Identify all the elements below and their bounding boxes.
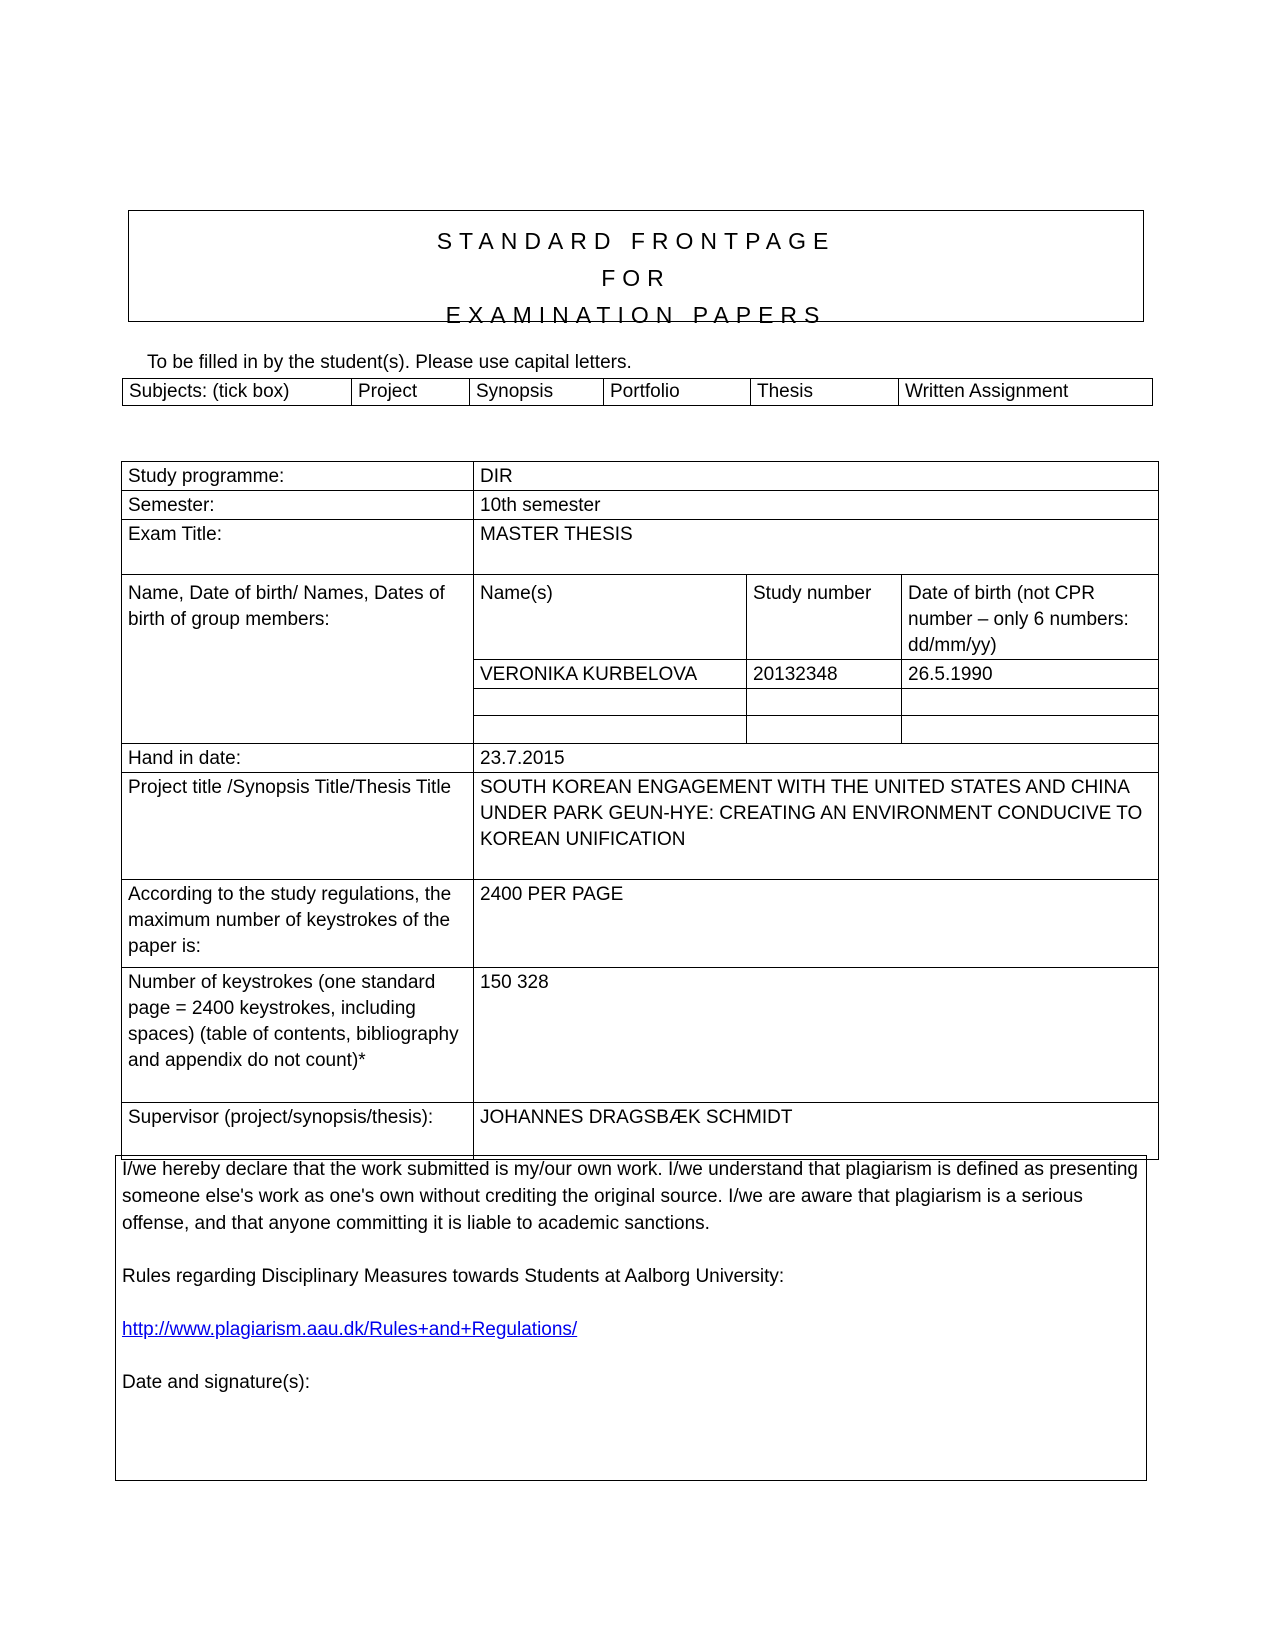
declaration-text: I/we hereby declare that the work submitted is my/our own work. I/we understand that plagiarism is defined as presenting someone else's work as one's own without crediting the original source. I/we are aware that plagiarism is a serious offense, and that anyone committing it is liable to academic sanctions.: [122, 1159, 1138, 1234]
exam-info-table: [121, 461, 1159, 1160]
member-study-number[interactable]: [747, 716, 902, 744]
exam-title-value[interactable]: MASTER THESIS: [474, 520, 1159, 575]
study-programme-value[interactable]: DIR: [474, 462, 1159, 491]
member-study-number[interactable]: [747, 689, 902, 716]
members-col-dob: Date of birth (not CPR number – only 6 numbers: dd/mm/yy): [902, 575, 1159, 660]
member-dob[interactable]: 26.5.1990: [902, 660, 1159, 689]
declaration-box: [115, 1155, 1147, 1481]
signature-label: Date and signature(s):: [122, 1372, 310, 1393]
keystrokes-label: Number of keystrokes (one standard page = 2400 keystrokes, including spaces) (table of contents, bibliography and appendix do not count)*: [122, 968, 474, 1103]
instruction-text: To be filled in by the student(s). Please use capital letters.: [147, 352, 632, 373]
project-title-value[interactable]: SOUTH KOREAN ENGAGEMENT WITH THE UNITED STATES AND CHINA UNDER PARK GEUN-HYE: CREATING AN ENVIRONMENT CONDUCIVE TO KOREAN UNIFICATION: [474, 773, 1159, 880]
subject-synopsis[interactable]: Synopsis: [470, 379, 604, 406]
title-line-2: FOR: [601, 265, 671, 291]
max-keystrokes-value[interactable]: 2400 PER PAGE: [474, 880, 1159, 968]
title-line-3: EXAMINATION PAPERS: [445, 302, 827, 328]
supervisor-value[interactable]: JOHANNES DRAGSBÆK SCHMIDT: [474, 1103, 1159, 1160]
max-keystrokes-label: According to the study regulations, the maximum number of keystrokes of the paper is:: [122, 880, 474, 968]
title-line-1: STANDARD FRONTPAGE: [436, 228, 836, 254]
supervisor-label: Supervisor (project/synopsis/thesis):: [122, 1103, 474, 1160]
subjects-table: [122, 378, 1153, 406]
semester-value[interactable]: 10th semester: [474, 491, 1159, 520]
hand-in-date-value[interactable]: 23.7.2015: [474, 744, 1159, 773]
subject-written-assignment[interactable]: Written Assignment: [899, 379, 1153, 406]
subject-portfolio[interactable]: Portfolio: [604, 379, 751, 406]
subject-project[interactable]: Project: [352, 379, 470, 406]
study-programme-label: Study programme:: [122, 462, 474, 491]
subjects-label: Subjects: (tick box): [123, 379, 352, 406]
members-label: Name, Date of birth/ Names, Dates of birth of group members:: [122, 575, 474, 744]
subject-thesis[interactable]: Thesis: [751, 379, 899, 406]
members-col-study-number: Study number: [747, 575, 902, 660]
members-col-names: Name(s): [474, 575, 747, 660]
keystrokes-value[interactable]: 150 328: [474, 968, 1159, 1103]
plagiarism-rules-link[interactable]: http://www.plagiarism.aau.dk/Rules+and+Regulations/: [122, 1319, 578, 1340]
title-box: [128, 210, 1144, 328]
member-name[interactable]: [474, 689, 747, 716]
exam-title-label: Exam Title:: [122, 520, 474, 575]
semester-label: Semester:: [122, 491, 474, 520]
rules-label: Rules regarding Disciplinary Measures towards Students at Aalborg University:: [122, 1266, 785, 1287]
member-dob[interactable]: [902, 689, 1159, 716]
member-study-number[interactable]: 20132348: [747, 660, 902, 689]
project-title-label: Project title /Synopsis Title/Thesis Title: [122, 773, 474, 880]
hand-in-date-label: Hand in date:: [122, 744, 474, 773]
member-dob[interactable]: [902, 716, 1159, 744]
member-name[interactable]: [474, 716, 747, 744]
member-name[interactable]: VERONIKA KURBELOVA: [474, 660, 747, 689]
